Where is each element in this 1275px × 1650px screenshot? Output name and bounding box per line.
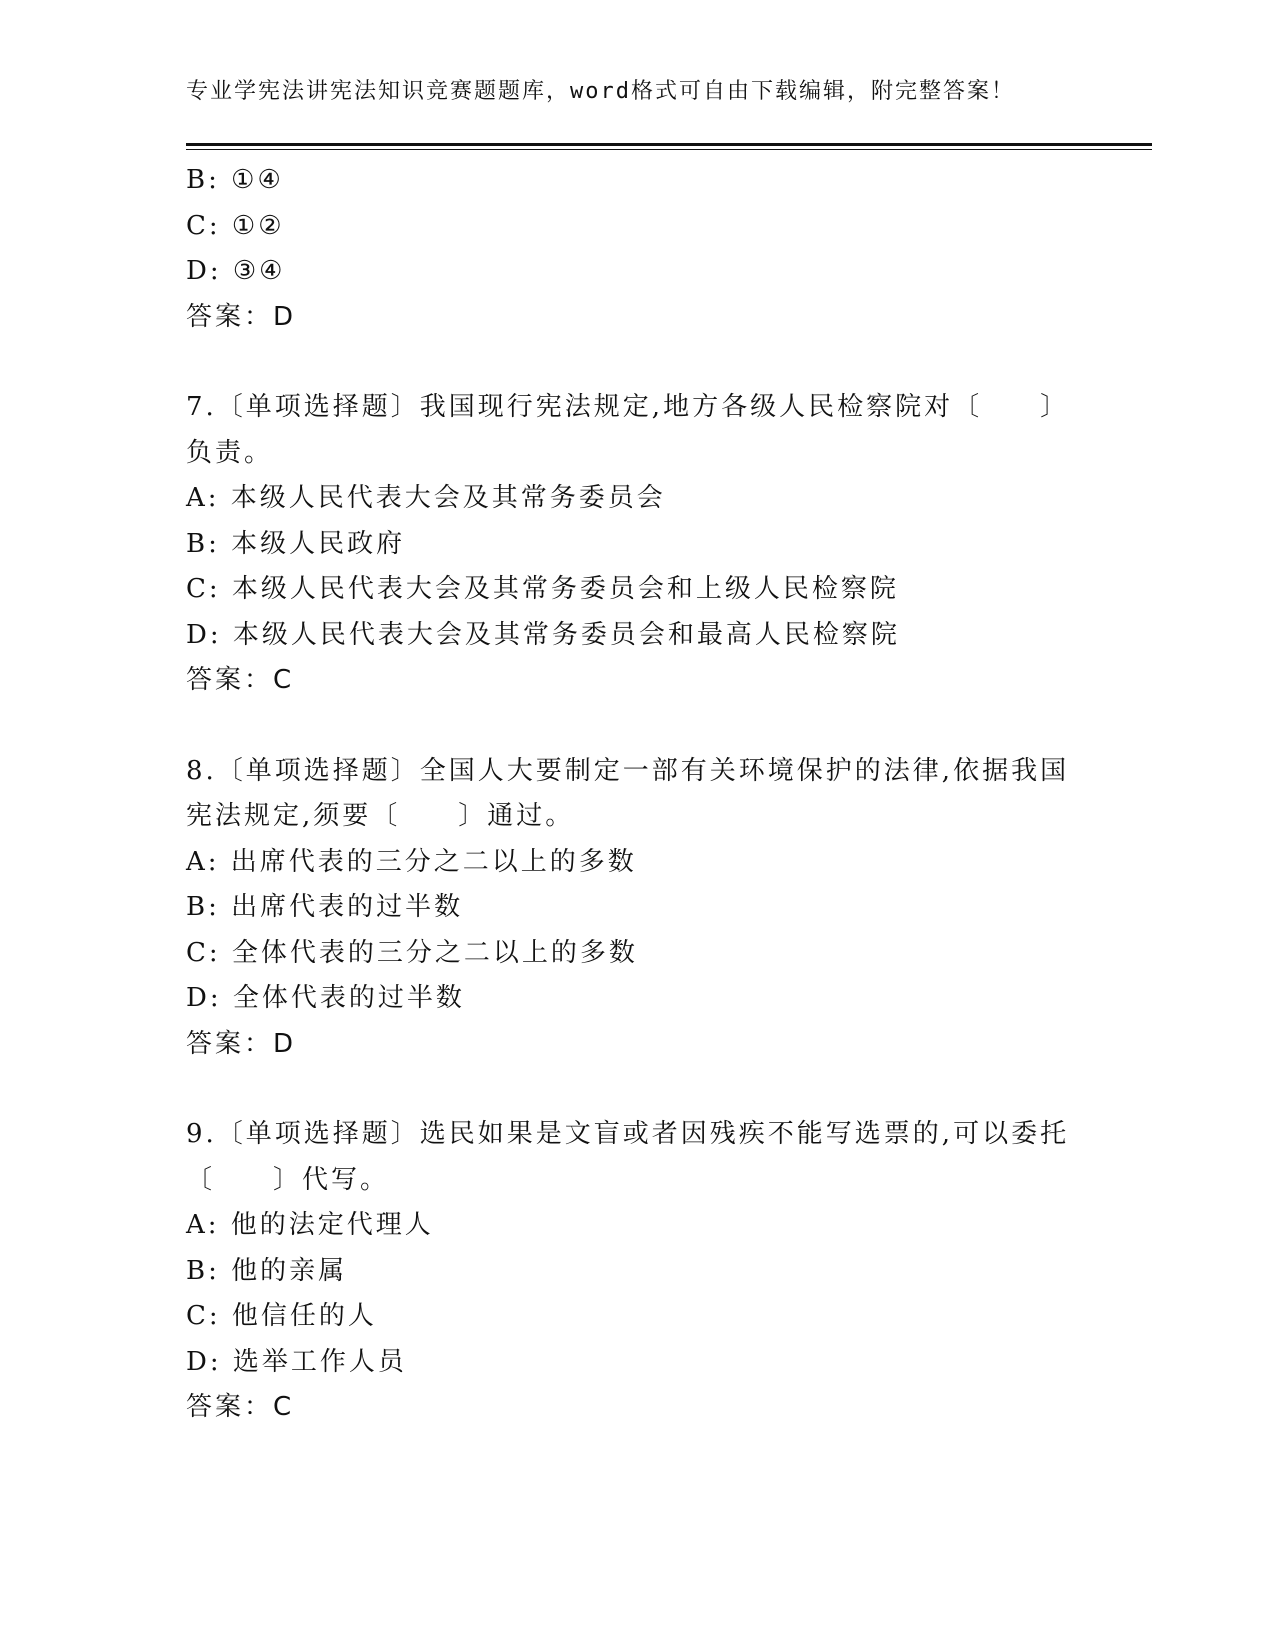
option-c: C: 本级人民代表大会及其常务委员会和上级人民检察院 [186, 574, 899, 604]
header-divider-thin [186, 149, 1152, 150]
question-stem: 8.〔单项选择题〕全国人大要制定一部有关环境保护的法律,依据我国 [186, 755, 1070, 786]
document-body [186, 158, 1086, 1431]
option-c: C: 他信任的人 [186, 1301, 377, 1331]
option-b: B: ①④ [186, 165, 284, 195]
header-divider-thick [186, 143, 1152, 146]
option-a: A: 他的法定代理人 [186, 1210, 434, 1240]
option-b: B: 本级人民政府 [186, 528, 406, 559]
question-stem-continued: 〔 〕代写。 [186, 1164, 390, 1195]
question-stem: 7.〔单项选择题〕我国现行宪法规定,地方各级人民检察院对〔 〕 [186, 392, 1070, 422]
option-b: B: 出席代表的过半数 [186, 892, 464, 922]
question-stem-continued: 负责。 [186, 437, 274, 468]
option-d: D: ③④ [186, 256, 286, 286]
option-d: D: 选举工作人员 [186, 1346, 407, 1377]
option-c: C: 全体代表的三分之二以上的多数 [186, 937, 638, 968]
question-stem: 9.〔单项选择题〕选民如果是文盲或者因残疾不能写选票的,可以委托 [186, 1119, 1070, 1149]
answer-line: 答案：D [186, 301, 297, 332]
option-a: A: 出席代表的三分之二以上的多数 [186, 846, 637, 877]
answer-line: 答案：C [186, 665, 295, 695]
question-7 [186, 385, 1086, 704]
option-d: D: 本级人民代表大会及其常务委员会和最高人民检察院 [186, 619, 900, 650]
answer-line: 答案：C [186, 1392, 295, 1422]
option-c: C: ①② [186, 210, 285, 241]
answer-line: 答案：D [186, 1028, 297, 1059]
option-b: B: 他的亲属 [186, 1255, 348, 1286]
question-6-tail [186, 158, 1086, 340]
page-header: 专业学宪法讲宪法知识竞赛题题库，word格式可自由下载编辑，附完整答案！ [186, 79, 1015, 104]
option-a: A: 本级人民代表大会及其常务委员会 [186, 483, 666, 513]
question-stem-continued: 宪法规定,须要〔 〕通过。 [186, 801, 575, 831]
option-d: D: 全体代表的过半数 [186, 983, 465, 1013]
question-9 [186, 1112, 1086, 1431]
question-8 [186, 749, 1086, 1068]
